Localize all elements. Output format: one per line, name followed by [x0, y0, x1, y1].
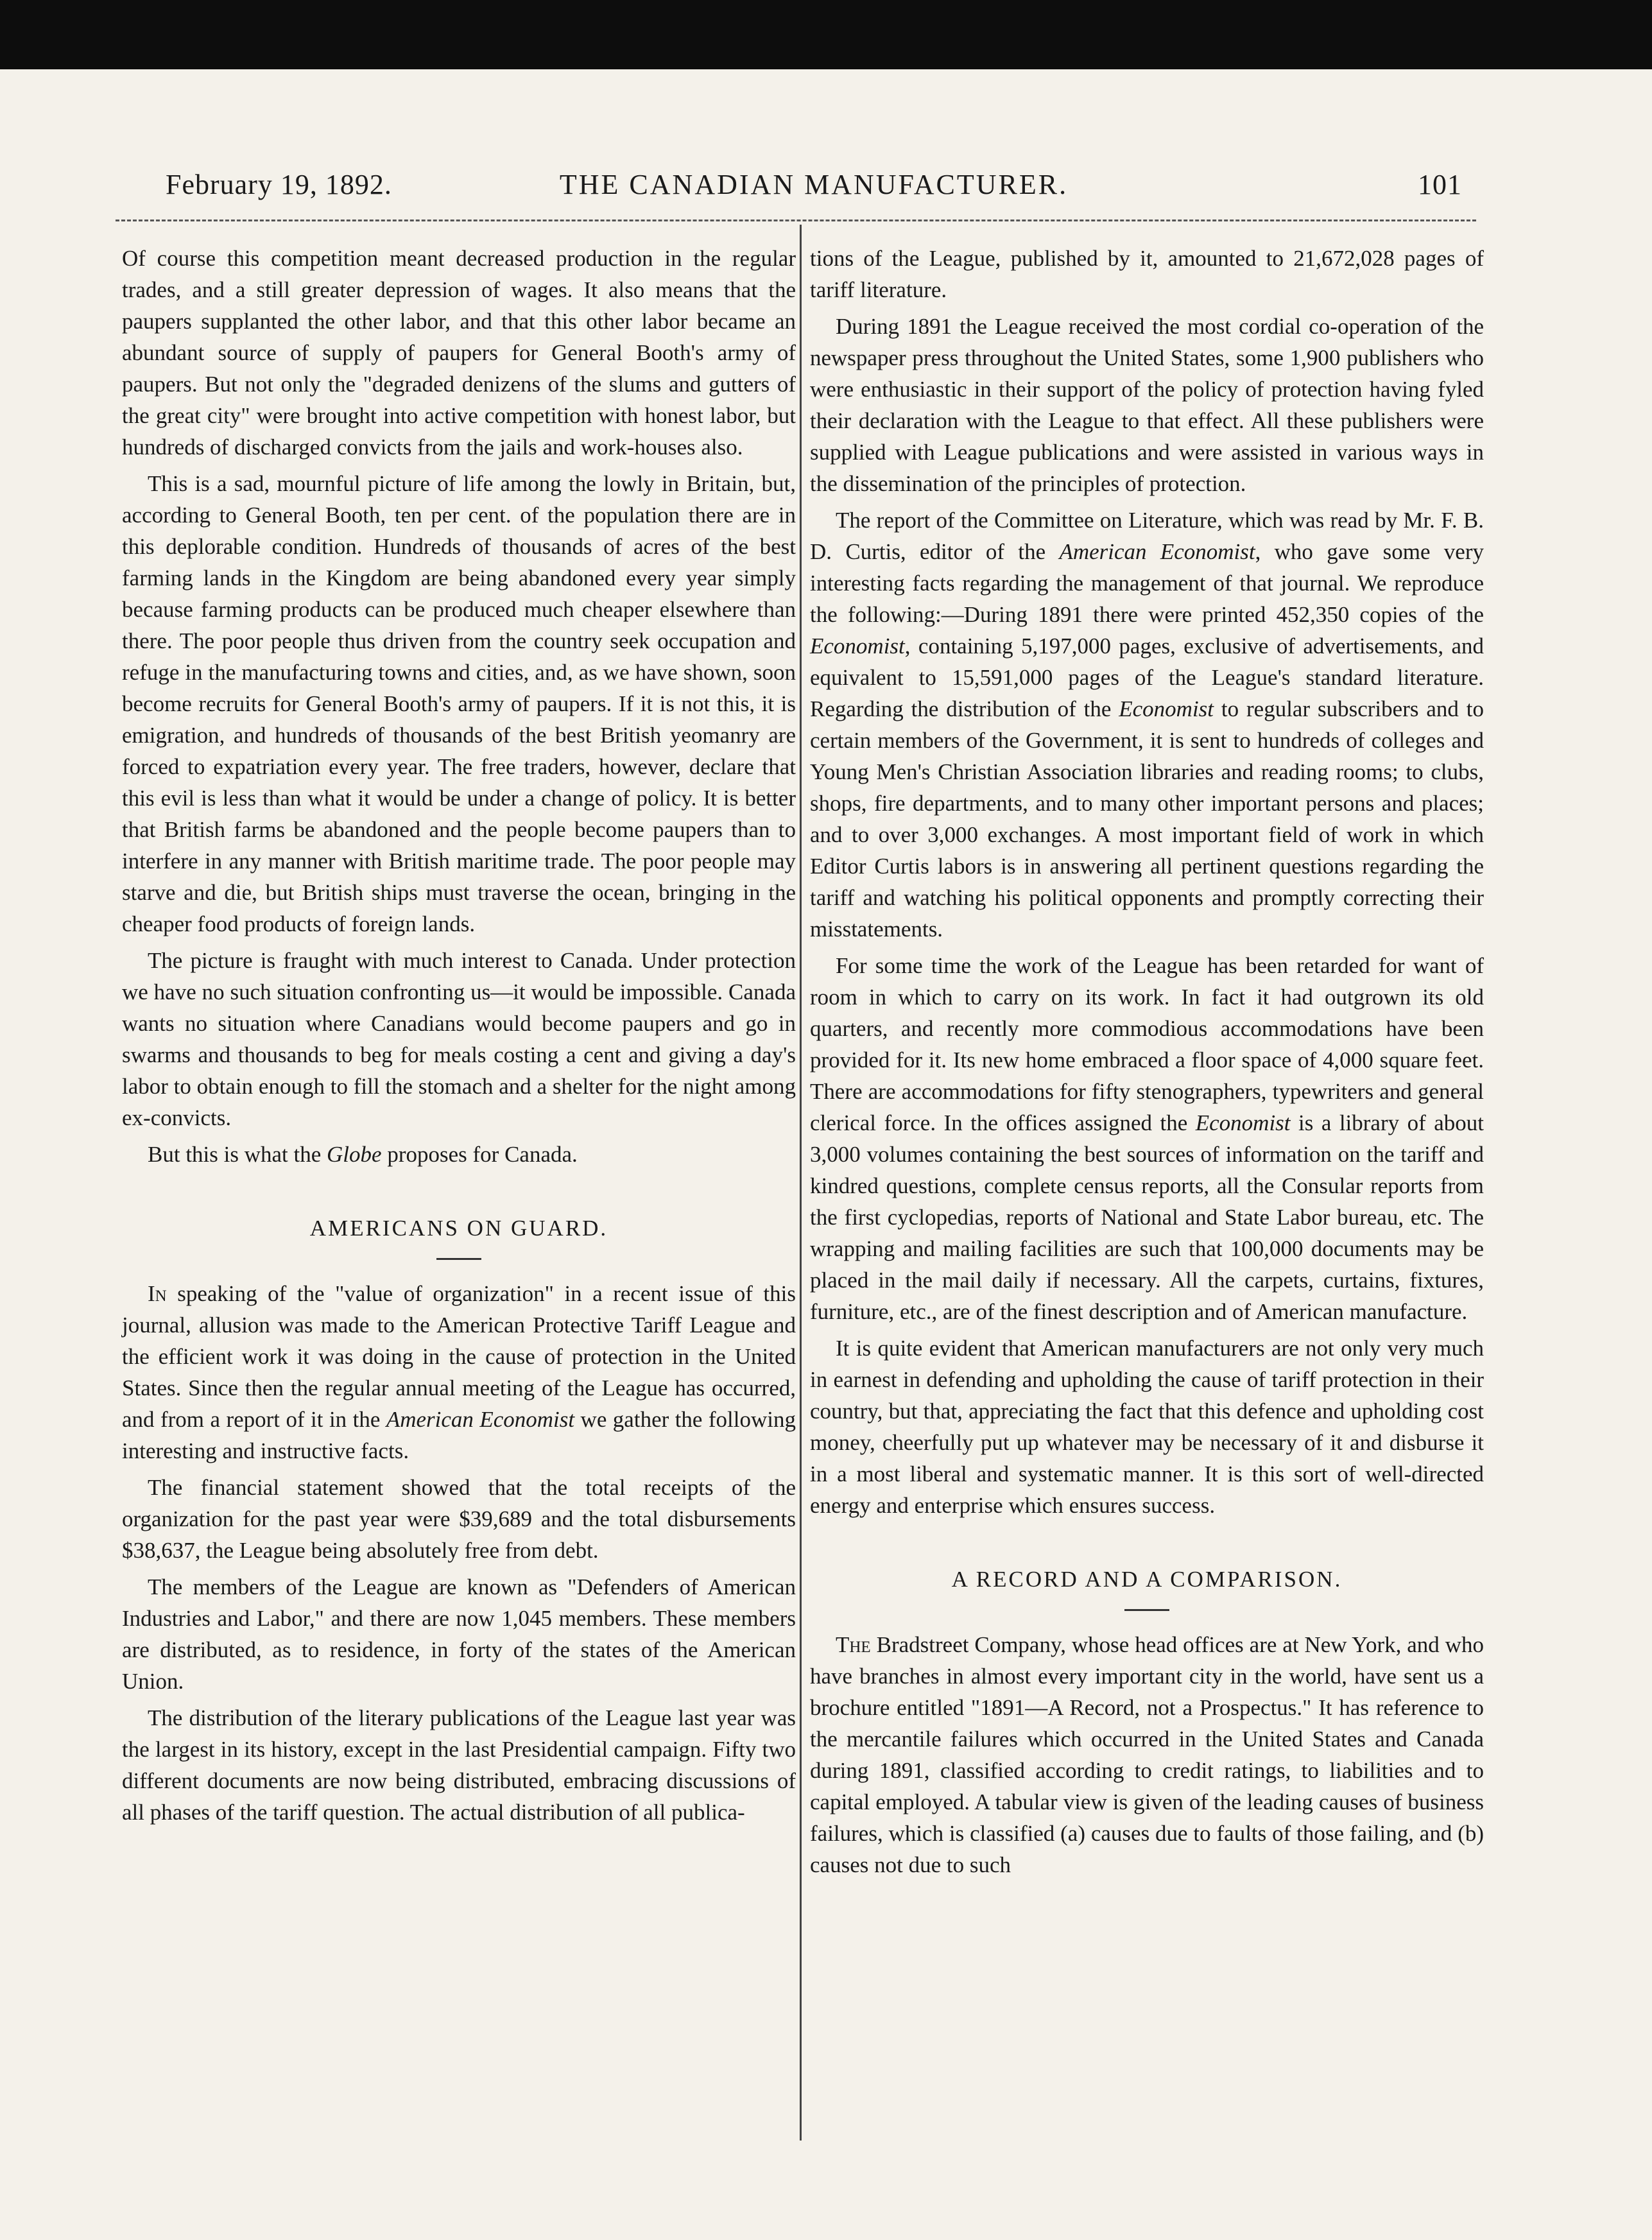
paragraph: The Bradstreet Company, whose head offices are at New York, and who have branches in almost every important city in the world, have sent us a brochure entitled "1891—A Record, not a Prospectus." It has reference to the mercantile failures which occurred in the United States and Canada during 1891, classified according to credit ratings, to liabilities and to capital employed. A tabular view is given of the leading causes of business failures, which is classified (a) causes due to faults of those failing, and (b) causes not due to such	[810, 1632, 1484, 1877]
article-heading: AMERICANS ON GUARD.	[309, 1216, 608, 1241]
page-number: 101	[1418, 169, 1462, 200]
column-divider	[800, 225, 802, 2141]
paragraph: But this is what the Globe proposes for Canada.	[148, 1142, 578, 1167]
paragraph: In speaking of the "value of organization" in a recent issue of this journal, allusion was made to the American Protective Tariff League and the efficient work it was doing in the cause of protection in the United States. Since then the regular annual meeting of the League has occurred, and from a report of it in the American Economist we gather the following interesting and instructive facts.	[122, 1281, 796, 1463]
publication-title: THE CANADIAN MANUFACTURER.	[559, 169, 1069, 200]
left-column	[122, 243, 796, 1833]
scan-top-border	[0, 0, 1652, 69]
paragraph: The members of the League are known as "Defenders of American Industries and Labor," and there are now 1,045 members. These members are distributed, as to residence, in forty of the states of the American Union.	[122, 1574, 796, 1694]
article-heading: A RECORD AND A COMPARISON.	[951, 1567, 1343, 1592]
paragraph: For some time the work of the League has been retarded for want of room in which to carry on its work. In fact it had outgrown its old quarters, and recently more commodious accommodations have been provided for it. Its new home embraced a floor space of 4,000 square feet. There are accommodations for fifty stenographers, typewriters and general clerical force. In the offices assigned the Economist is a library of about 3,000 volumes containing the best sources of information on the tariff and kindred questions, complete census reports, all the Consular reports from the first cyclopedias, reports of National and State Labor bureau, etc. The wrapping and mailing facilities are such that 100,000 documents may be placed in the mail daily if necessary. All the carpets, curtains, fixtures, furniture, etc., are of the finest description and of American manufacture.	[810, 953, 1484, 1324]
paragraph: The distribution of the literary publications of the League last year was the largest in its history, except in the last Presidential campaign. Fifty two different documents are now being distributed, embracing discussions of all phases of the tariff question. The actual distribution of all publica-	[122, 1705, 796, 1825]
page-header	[166, 168, 1462, 207]
paragraph: It is quite evident that American manufacturers are not only very much in earnest in defending and upholding the cause of tariff protection in their country, but that, appreciating the fact that this defence and upholding cost money, cheerfully put up whatever may be necessary of it and disburse it in a most liberal and systematic manner. It is this sort of well-directed energy and enterprise which ensures success.	[810, 1336, 1484, 1518]
header-rule	[116, 220, 1476, 221]
paragraph: The picture is fraught with much interest to Canada. Under protection we have no such situation confronting us—it would be impossible. Canada wants no situation where Canadians would become paupers and go in swarms and thousands to beg for meals costing a cent and giving a day's labor to obtain enough to fill the stomach and a shelter for the night among ex-convicts.	[122, 948, 796, 1130]
paragraph: During 1891 the League received the most cordial co-operation of the newspaper press throughout the United States, some 1,900 publishers who were enthusiastic in their support of the policy of protection having fyled their declaration with the League to that effect. All these publishers were supplied with League publications and were assisted in various ways in the dissemination of the principles of protection.	[810, 314, 1484, 496]
paragraph: The report of the Committee on Literature, which was read by Mr. F. B. D. Curtis, editor of the American Economist, who gave some very interesting facts regarding the management of that journal. We reproduce the following:—During 1891 there were printed 452,350 copies of the Economist, containing 5,197,000 pages, exclusive of advertisements, and equivalent to 15,591,000 pages of the League's standard literature. Regarding the distribution of the Economist to regular subscribers and to certain members of the Government, it is sent to hundreds of colleges and Young Men's Christian Association libraries and reading rooms; to clubs, shops, fire departments, and to many other important persons and places; and to over 3,000 exchanges. A most important field of work in which Editor Curtis labors is in answering all pertinent questions regarding the tariff and watching his political opponents and promptly correcting their misstatements.	[810, 508, 1484, 942]
paragraph: Of course this competition meant decreased production in the regular trades, and a still greater depression of wages. It also means that the paupers supplanted the other labor, and that this other labor became an abundant source of supply of paupers for General Booth's army of paupers. But not only the "degraded denizens of the slums and gutters of the great city" were brought into active competition with honest labor, but hundreds of discharged convicts from the jails and work-houses also.	[122, 246, 796, 460]
right-column	[810, 243, 1484, 1886]
paragraph: tions of the League, published by it, amounted to 21,672,028 pages of tariff literature.	[810, 246, 1484, 302]
paragraph: The financial statement showed that the total receipts of the organization for the past year were $39,689 and the total disbursements $38,637, the League being absolutely free from debt.	[122, 1475, 796, 1563]
heading-rule	[1124, 1609, 1169, 1611]
heading-rule	[436, 1258, 481, 1260]
issue-date: February 19, 1892.	[166, 169, 392, 200]
paragraph: This is a sad, mournful picture of life among the lowly in Britain, but, according to General Booth, ten per cent. of the population there are in this deplorable condition. Hundreds of thousands of acres of the best farming lands in the Kingdom are being abandoned every year simply because farming products can be produced much cheaper elsewhere than there. The poor people thus driven from the country seek occupation and refuge in the manufacturing towns and cities, and, as we have shown, soon become recruits for General Booth's army of paupers. If it is not this, it is emigration, and hundreds of thousands of the best British yeomanry are forced to expatriation every year. The free traders, however, declare that this evil is less than what it would be under a change of policy. It is better that British farms be abandoned and the people become paupers than to interfere in any manner with British maritime trade. The poor people may starve and die, but British ships must traverse the ocean, bringing in the cheaper food products of foreign lands.	[122, 471, 796, 936]
